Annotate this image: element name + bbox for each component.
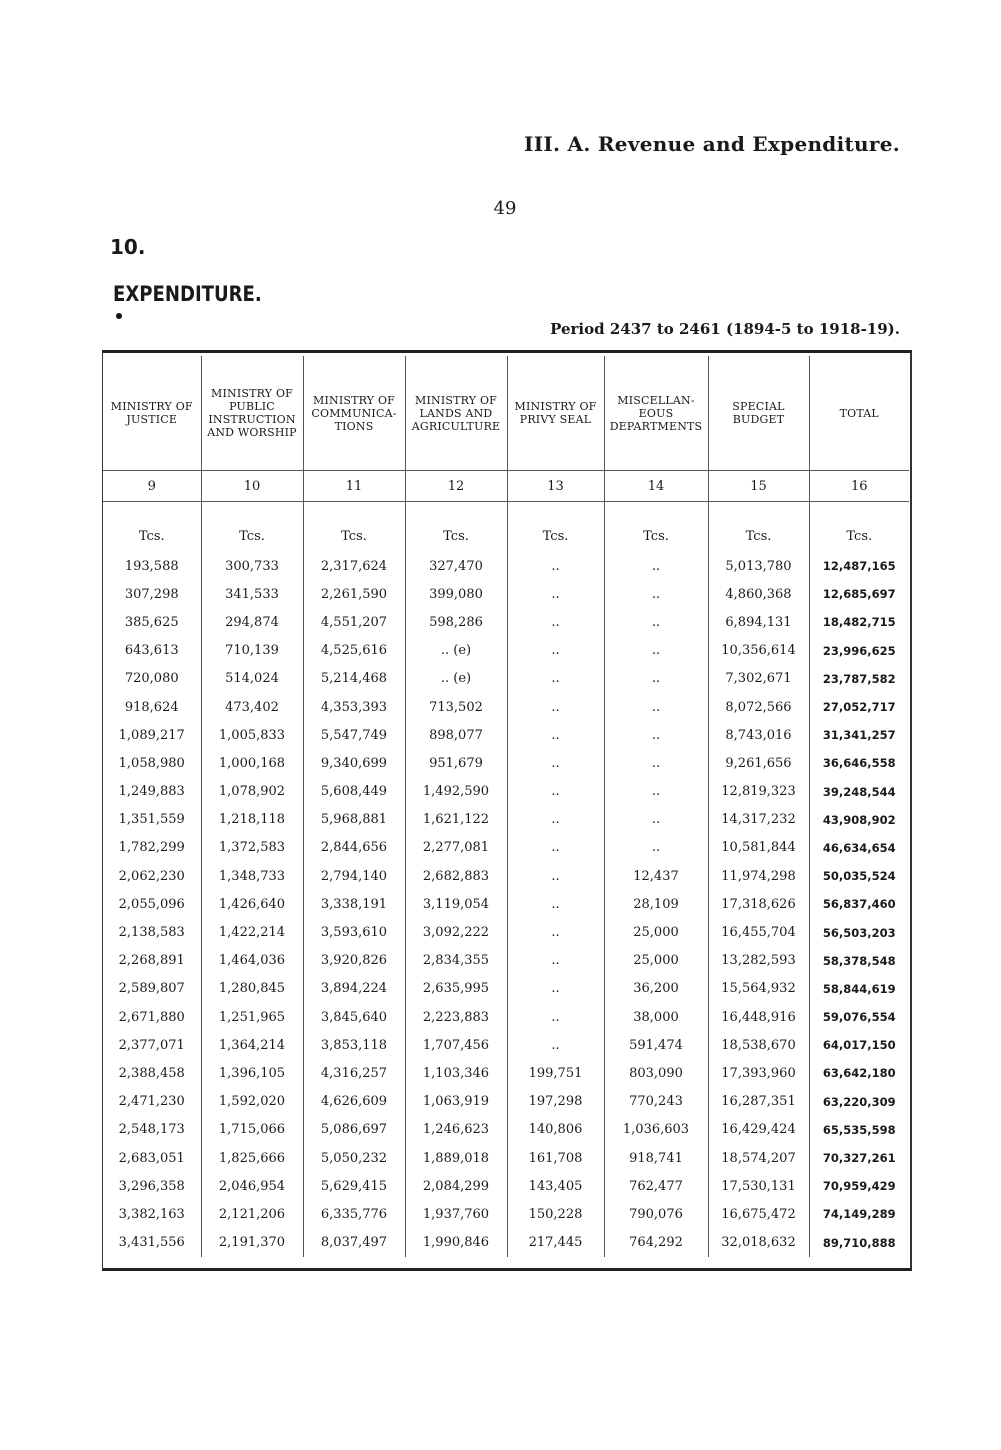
table-cell: 1,372,583 [201, 834, 303, 862]
expenditure-table [103, 356, 909, 1257]
total-cell: 58,378,548 [809, 947, 909, 975]
table-cell: .. [507, 749, 604, 777]
table-cell: 3,431,556 [118, 1235, 185, 1251]
table-cell: .. [507, 975, 604, 1003]
table-cell: .. [507, 693, 604, 721]
table-cell: 770,243 [604, 1088, 708, 1116]
column-header-lands-agriculture: MINISTRY OF LANDS AND AGRICULTURE [405, 356, 507, 471]
table-row [103, 975, 909, 1003]
table-cell: 1,889,018 [405, 1144, 507, 1172]
table-cell: 1,990,846 [405, 1229, 507, 1257]
table-cell: 16,448,916 [708, 1003, 809, 1031]
table-cell: 1,464,036 [201, 947, 303, 975]
table-cell: 764,292 [604, 1229, 708, 1257]
table-cell: 1,426,640 [201, 890, 303, 918]
table-title: EXPENDITURE. [113, 282, 262, 306]
column-number: 11 [303, 471, 405, 502]
table-cell: 2,683,051 [118, 1150, 185, 1166]
table-cell: 710,139 [201, 637, 303, 665]
table-cell: 2,471,230 [118, 1094, 185, 1110]
table-cell: .. [507, 1031, 604, 1059]
total-cell: 43,908,902 [809, 806, 909, 834]
table-cell: 17,393,960 [708, 1059, 809, 1087]
table-number: 10. [110, 235, 146, 259]
section-title: III. A. Revenue and Expenditure. [524, 132, 900, 156]
table-cell: 5,214,468 [303, 665, 405, 693]
table-cell: .. [604, 806, 708, 834]
table-cell: 713,502 [405, 693, 507, 721]
column-header-row [103, 356, 909, 471]
column-header-miscellaneous: MISCELLAN-EOUS DEPARTMENTS [604, 356, 708, 471]
table-cell: .. [604, 721, 708, 749]
unit-label: Tcs. [809, 502, 909, 553]
table-cell: 3,920,826 [303, 947, 405, 975]
table-row [103, 637, 909, 665]
table-row [103, 1229, 909, 1257]
table-cell: 762,477 [604, 1172, 708, 1200]
table-cell: 1,078,902 [201, 778, 303, 806]
table-cell: .. [507, 806, 604, 834]
table-cell: 1,348,733 [201, 862, 303, 890]
table-cell: 38,000 [604, 1003, 708, 1031]
table-cell: .. [604, 637, 708, 665]
table-cell: 1,063,919 [405, 1088, 507, 1116]
table-row [103, 1031, 909, 1059]
table-cell: .. [604, 693, 708, 721]
total-cell: 56,503,203 [809, 918, 909, 946]
unit-label: Tcs. [405, 502, 507, 553]
table-cell: 16,455,704 [708, 918, 809, 946]
table-cell: 2,138,583 [118, 925, 185, 941]
table-cell: 951,679 [405, 749, 507, 777]
table-cell: 2,844,656 [303, 834, 405, 862]
table-cell: 473,402 [201, 693, 303, 721]
table-cell: 14,317,232 [708, 806, 809, 834]
table-cell: 1,621,122 [405, 806, 507, 834]
table-cell: 1,422,214 [201, 918, 303, 946]
total-cell: 39,248,544 [809, 778, 909, 806]
unit-label: Tcs. [708, 502, 809, 553]
total-cell: 70,959,429 [809, 1172, 909, 1200]
table-cell: 17,318,626 [708, 890, 809, 918]
table-row [103, 1003, 909, 1031]
total-cell: 46,634,654 [809, 834, 909, 862]
table-cell: 10,356,614 [708, 637, 809, 665]
table-cell: 1,103,346 [405, 1059, 507, 1087]
table-row [103, 806, 909, 834]
table-cell: 2,388,458 [118, 1065, 185, 1081]
column-number: 13 [507, 471, 604, 502]
table-cell: 197,298 [507, 1088, 604, 1116]
total-cell: 59,076,554 [809, 1003, 909, 1031]
column-number: 12 [405, 471, 507, 502]
table-cell: 32,018,632 [708, 1229, 809, 1257]
table-row [103, 580, 909, 608]
table-cell: 720,080 [124, 671, 179, 687]
column-number-row [103, 471, 909, 502]
total-cell: 18,482,715 [809, 608, 909, 636]
unit-row [103, 502, 909, 553]
column-number: 10 [201, 471, 303, 502]
total-cell: 12,685,697 [809, 580, 909, 608]
table-cell: 3,845,640 [303, 1003, 405, 1031]
table-cell: 161,708 [507, 1144, 604, 1172]
table-cell: 25,000 [604, 947, 708, 975]
table-cell: 1,249,883 [118, 784, 185, 800]
table-cell: 2,046,954 [201, 1172, 303, 1200]
table-cell: 8,743,016 [708, 721, 809, 749]
column-header-privy-seal: MINISTRY OF PRIVY SEAL [507, 356, 604, 471]
total-cell: 63,220,309 [809, 1088, 909, 1116]
table-cell: .. [507, 918, 604, 946]
table-cell: .. [604, 665, 708, 693]
table-row [103, 862, 909, 890]
table-cell: 1,351,559 [118, 812, 185, 828]
table-cell: .. [604, 608, 708, 636]
table-cell: .. [507, 834, 604, 862]
table-row [103, 918, 909, 946]
total-cell: 63,642,180 [809, 1059, 909, 1087]
table-cell: 803,090 [604, 1059, 708, 1087]
table-cell: 2,121,206 [201, 1200, 303, 1228]
total-cell: 89,710,888 [809, 1229, 909, 1257]
table-cell: .. [604, 778, 708, 806]
table-cell: 790,076 [604, 1200, 708, 1228]
table-cell: 13,282,593 [708, 947, 809, 975]
table-cell: 16,287,351 [708, 1088, 809, 1116]
table-cell: 2,635,995 [405, 975, 507, 1003]
table-cell: 3,382,163 [118, 1206, 185, 1222]
table-cell: .. [507, 890, 604, 918]
table-cell: .. (e) [405, 665, 507, 693]
table-cell: 5,629,415 [303, 1172, 405, 1200]
table-cell: 140,806 [507, 1116, 604, 1144]
table-cell: 1,396,105 [201, 1059, 303, 1087]
table-cell: 2,548,173 [118, 1122, 185, 1138]
table-cell: 7,302,671 [708, 665, 809, 693]
column-header-total: TOTAL [809, 356, 909, 471]
table-cell: 3,338,191 [303, 890, 405, 918]
table-cell: 1,218,118 [201, 806, 303, 834]
table-cell: 2,682,883 [405, 862, 507, 890]
bullet-dot [116, 313, 122, 319]
total-cell: 64,017,150 [809, 1031, 909, 1059]
table-cell: 3,296,358 [118, 1178, 185, 1194]
table-cell: 898,077 [405, 721, 507, 749]
table-cell: 4,316,257 [303, 1059, 405, 1087]
table-cell: .. [507, 665, 604, 693]
table-cell: 8,072,566 [708, 693, 809, 721]
table-cell: 2,084,299 [405, 1172, 507, 1200]
table-cell: .. [507, 778, 604, 806]
table-cell: 341,533 [201, 580, 303, 608]
column-header-communications: MINISTRY OF COMMUNICA-TIONS [303, 356, 405, 471]
table-cell: 598,286 [405, 608, 507, 636]
table-cell: 18,538,670 [708, 1031, 809, 1059]
table-cell: 16,675,472 [708, 1200, 809, 1228]
table-row [103, 608, 909, 636]
table-row [103, 721, 909, 749]
table-row [103, 1172, 909, 1200]
table-cell: 143,405 [507, 1172, 604, 1200]
table-cell: 3,593,610 [303, 918, 405, 946]
column-header-ministry-of-justice: MINISTRY OF JUSTICE [103, 356, 201, 471]
table-cell: 150,228 [507, 1200, 604, 1228]
table-cell: 2,191,370 [201, 1229, 303, 1257]
table-cell: 2,062,230 [118, 868, 185, 884]
table-cell: 1,825,666 [201, 1144, 303, 1172]
table-cell: 8,037,497 [303, 1229, 405, 1257]
table-cell: 918,741 [604, 1144, 708, 1172]
table-row [103, 665, 909, 693]
table-cell: 217,445 [507, 1229, 604, 1257]
table-cell: 1,036,603 [604, 1116, 708, 1144]
table-cell: 5,013,780 [708, 552, 809, 580]
table-cell: 4,626,609 [303, 1088, 405, 1116]
table-cell: 514,024 [201, 665, 303, 693]
table-cell: 3,092,222 [405, 918, 507, 946]
table-cell: .. [507, 580, 604, 608]
table-cell: 1,592,020 [201, 1088, 303, 1116]
table-cell: 5,968,881 [303, 806, 405, 834]
table-cell: 4,525,616 [303, 637, 405, 665]
table-cell: 2,589,807 [118, 981, 185, 997]
table-cell: 5,086,697 [303, 1116, 405, 1144]
table-cell: 25,000 [604, 918, 708, 946]
column-number: 16 [809, 471, 909, 502]
table-row [103, 1059, 909, 1087]
table-cell: 199,751 [507, 1059, 604, 1087]
table-cell: 11,974,298 [708, 862, 809, 890]
table-row [103, 552, 909, 580]
unit-label: Tcs. [303, 502, 405, 553]
table-cell: 5,050,232 [303, 1144, 405, 1172]
table-cell: 591,474 [604, 1031, 708, 1059]
table-cell: 307,298 [124, 586, 179, 602]
total-cell: 50,035,524 [809, 862, 909, 890]
table-cell: 2,671,880 [118, 1009, 185, 1025]
total-cell: 58,844,619 [809, 975, 909, 1003]
total-cell: 70,327,261 [809, 1144, 909, 1172]
table-cell: .. [507, 947, 604, 975]
table-cell: 1,005,833 [201, 721, 303, 749]
unit-label: Tcs. [507, 502, 604, 553]
table-cell: .. (e) [405, 637, 507, 665]
table-cell: 385,625 [124, 614, 179, 630]
column-header-public-instruction: MINISTRY OF PUBLIC INSTRUCTION AND WORSHIP [201, 356, 303, 471]
table-cell: 12,437 [604, 862, 708, 890]
table-cell: 1,782,299 [118, 840, 185, 856]
table-cell: 2,377,071 [118, 1037, 185, 1053]
table-row [103, 693, 909, 721]
table-cell: 2,268,891 [118, 953, 185, 969]
unit-label: Tcs. [138, 529, 165, 544]
table-cell: 1,089,217 [118, 727, 185, 743]
table-cell: 9,340,699 [303, 749, 405, 777]
column-number: 15 [708, 471, 809, 502]
column-header-special-budget: SPECIAL BUDGET [708, 356, 809, 471]
table-cell: 1,707,456 [405, 1031, 507, 1059]
table-cell: 193,588 [124, 558, 179, 574]
period-caption: Period 2437 to 2461 (1894-5 to 1918-19). [550, 320, 900, 338]
total-cell: 23,787,582 [809, 665, 909, 693]
table-cell: 1,715,066 [201, 1116, 303, 1144]
table-cell: .. [507, 862, 604, 890]
table-cell: .. [604, 834, 708, 862]
table-cell: 6,335,776 [303, 1200, 405, 1228]
table-cell: 327,470 [405, 552, 507, 580]
table-row [103, 890, 909, 918]
table-cell: 399,080 [405, 580, 507, 608]
table-cell: 3,853,118 [303, 1031, 405, 1059]
unit-label: Tcs. [201, 502, 303, 553]
table-cell: .. [507, 608, 604, 636]
total-cell: 74,149,289 [809, 1200, 909, 1228]
table-cell: .. [604, 580, 708, 608]
table-cell: 18,574,207 [708, 1144, 809, 1172]
table-cell: 5,547,749 [303, 721, 405, 749]
table-cell: 1,058,980 [118, 755, 185, 771]
table-cell: .. [507, 721, 604, 749]
table-cell: 16,429,424 [708, 1116, 809, 1144]
table-row [103, 778, 909, 806]
total-cell: 36,646,558 [809, 749, 909, 777]
table-cell: 2,277,081 [405, 834, 507, 862]
table-cell: 1,246,623 [405, 1116, 507, 1144]
table-row [103, 1200, 909, 1228]
table-cell: 294,874 [201, 608, 303, 636]
table-cell: .. [507, 637, 604, 665]
page-number: 49 [493, 198, 517, 219]
table-cell: 15,564,932 [708, 975, 809, 1003]
table-cell: .. [507, 552, 604, 580]
table-cell: 1,937,760 [405, 1200, 507, 1228]
table-cell: 4,860,368 [708, 580, 809, 608]
table-cell: .. [604, 749, 708, 777]
table-cell: 9,261,656 [708, 749, 809, 777]
total-cell: 27,052,717 [809, 693, 909, 721]
table-body [103, 502, 909, 1257]
total-cell: 23,996,625 [809, 637, 909, 665]
table-cell: 4,551,207 [303, 608, 405, 636]
table-cell: 6,894,131 [708, 608, 809, 636]
table-cell: 2,317,624 [303, 552, 405, 580]
total-cell: 56,837,460 [809, 890, 909, 918]
table-cell: 300,733 [201, 552, 303, 580]
table-cell: 4,353,393 [303, 693, 405, 721]
table-cell: 12,819,323 [708, 778, 809, 806]
table-cell: 2,055,096 [118, 896, 185, 912]
table-cell: 1,364,214 [201, 1031, 303, 1059]
table-cell: 918,624 [124, 699, 179, 715]
table-row [103, 1144, 909, 1172]
column-number: 9 [103, 471, 201, 502]
table-row [103, 1088, 909, 1116]
unit-label: Tcs. [604, 502, 708, 553]
table-row [103, 1116, 909, 1144]
table-cell: 643,613 [124, 643, 179, 659]
table-cell: 2,223,883 [405, 1003, 507, 1031]
table-row [103, 947, 909, 975]
table-cell: 36,200 [604, 975, 708, 1003]
table-cell: 17,530,131 [708, 1172, 809, 1200]
table-row [103, 749, 909, 777]
table-cell: .. [507, 1003, 604, 1031]
table-cell: 2,261,590 [303, 580, 405, 608]
column-number: 14 [604, 471, 708, 502]
table-cell: 1,251,965 [201, 1003, 303, 1031]
table-cell: .. [604, 552, 708, 580]
table-cell: 28,109 [604, 890, 708, 918]
total-cell: 31,341,257 [809, 721, 909, 749]
total-cell: 12,487,165 [809, 552, 909, 580]
table-cell: 2,794,140 [303, 862, 405, 890]
table-cell: 3,119,054 [405, 890, 507, 918]
table-cell: 3,894,224 [303, 975, 405, 1003]
table-cell: 1,280,845 [201, 975, 303, 1003]
table-cell: 2,834,355 [405, 947, 507, 975]
table-cell: 1,000,168 [201, 749, 303, 777]
table-cell: 5,608,449 [303, 778, 405, 806]
table-row [103, 834, 909, 862]
total-cell: 65,535,598 [809, 1116, 909, 1144]
table-cell: 10,581,844 [708, 834, 809, 862]
table-cell: 1,492,590 [405, 778, 507, 806]
